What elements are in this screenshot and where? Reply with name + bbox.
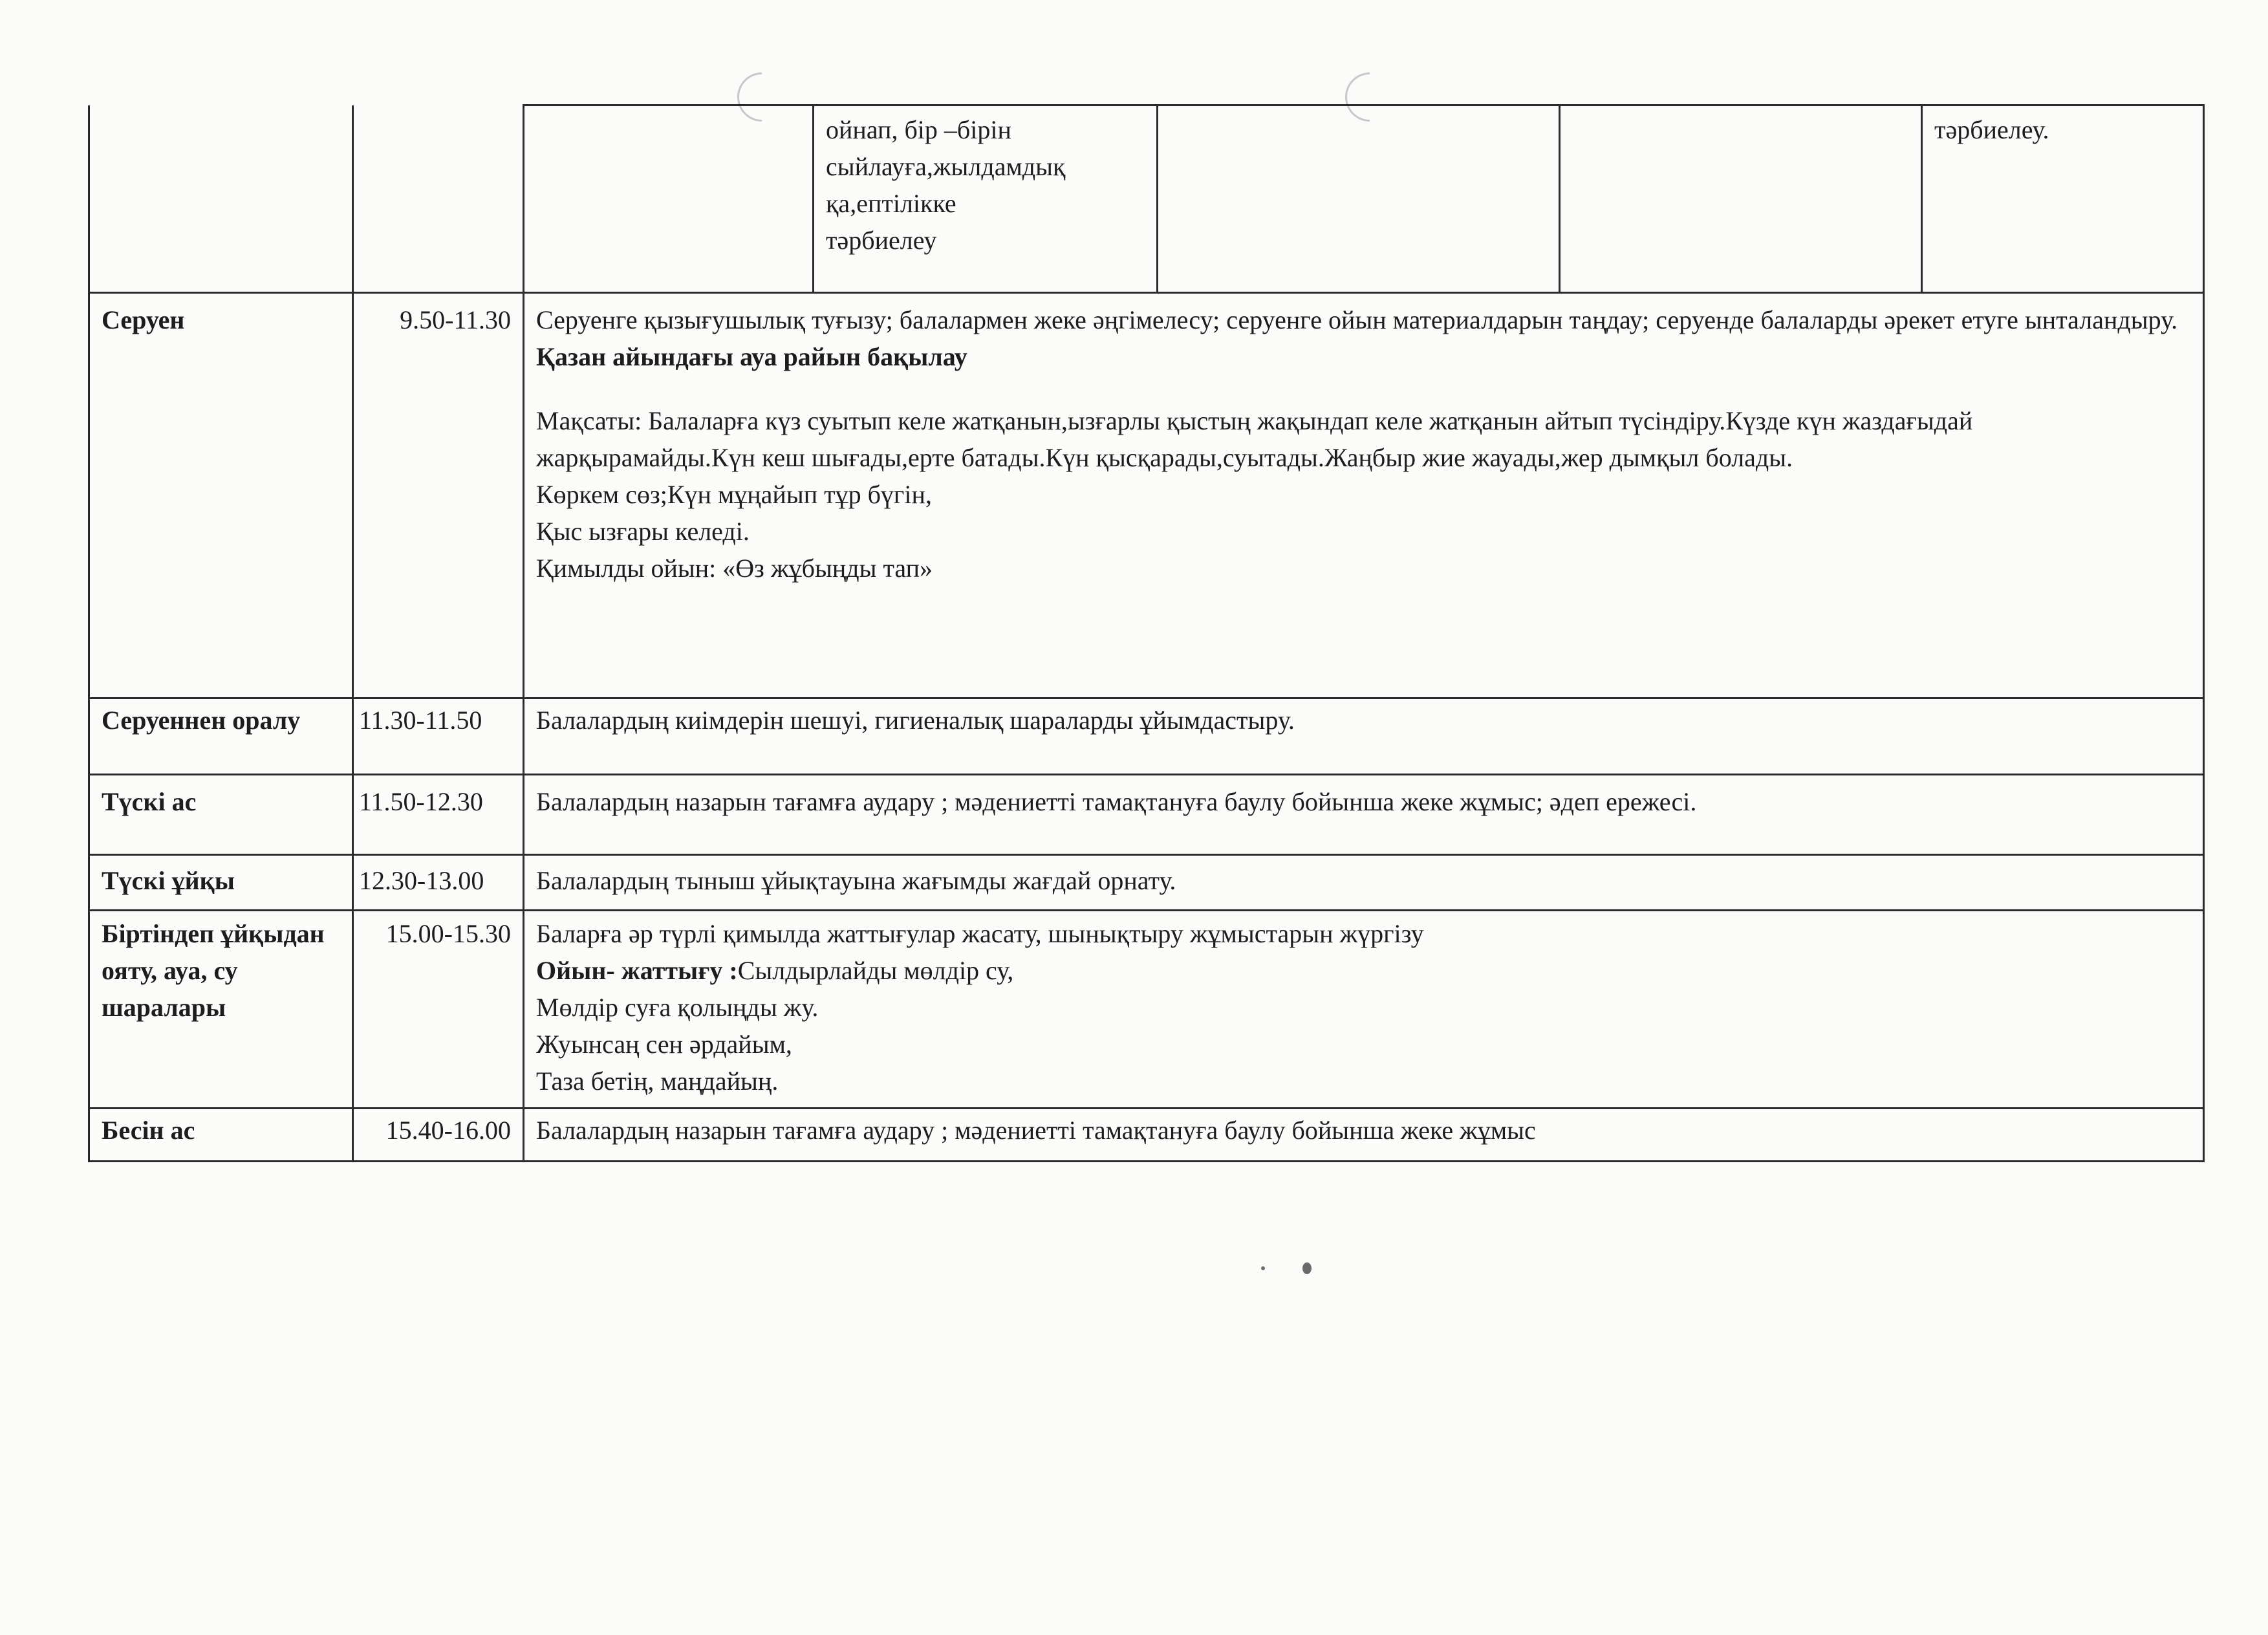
- row-activity: [524, 911, 2204, 1109]
- continuation-cell-3: [1158, 105, 1560, 293]
- continuation-row: [89, 105, 2204, 293]
- continuation-label-cell: [89, 105, 353, 293]
- row-afternoon-snack: [89, 1109, 2204, 1162]
- row-return-from-walk: [89, 698, 2204, 775]
- row-time: 11.30-11.50: [353, 698, 524, 775]
- continuation-text-line: қа,ептілікке: [826, 189, 956, 218]
- row-lunch: [89, 775, 2204, 855]
- wake-poem-line: Жуынсаң сен әрдайым,: [536, 1030, 792, 1059]
- continuation-cell-5: [1922, 105, 2204, 293]
- continuation-time-cell: [353, 105, 524, 293]
- row-activity: Балалардың назарын тағамға аудару ; мәдениетті тамақтануға баулу бойынша жеке жұмыс: [524, 1109, 2204, 1162]
- row-label: Серуен: [89, 293, 353, 698]
- row-label: Біртіндеп ұйқыдан ояту, ауа, су шаралары: [89, 911, 353, 1109]
- continuation-cell-2: [814, 105, 1158, 293]
- wake-intro: Баларға әр түрлі қимылда жаттығулар жасату, шынықтыру жұмыстарын жүргізу: [536, 919, 1424, 948]
- wake-game-label: Ойын- жаттығу :: [536, 956, 738, 985]
- wake-poem-line: Мөлдір суға қолыңды жу.: [536, 993, 819, 1022]
- row-wake-up: [89, 911, 2204, 1109]
- row-activity: Балалардың киімдерін шешуі, гигиеналық шараларды ұйымдастыру.: [524, 698, 2204, 775]
- wake-game-text: Сылдырлайды мөлдір су,: [737, 956, 1014, 985]
- walk-game: Қимылды ойын: «Өз жұбыңды тап»: [536, 554, 933, 583]
- row-nap: [89, 855, 2204, 911]
- row-activity: Балалардың назарын тағамға аудару ; мәдениетті тамақтануға баулу бойынша жеке жұмыс; әдеп ережесі.: [524, 775, 2204, 855]
- row-label: Түскі ас: [89, 775, 353, 855]
- walk-purpose: Мақсаты: Балаларға күз суытып келе жатқанын,ызғарлы қыстың жақындап келе жатқанын айтып түсіндіру.Күзде күн жаздағыдай жарқырамайды.Күн кеш шығады,ерте батады.Күн қысқарады,суытады.Жаңбыр жие жауады,жер дымқыл болады.: [536, 406, 1973, 472]
- wake-poem-line: Таза бетің, маңдайың.: [536, 1067, 779, 1096]
- continuation-text: тәрбиелеу.: [1934, 115, 2049, 144]
- continuation-text-line: тәрбиелеу: [826, 226, 937, 255]
- row-activity: Балалардың тыныш ұйықтауына жағымды жағдай орнату.: [524, 855, 2204, 911]
- continuation-cell-1: [524, 105, 814, 293]
- walk-heading: Қазан айындағы ауа райын бақылау: [536, 342, 967, 371]
- walk-intro: Серуенге қызығушылық туғызу; балалармен жеке әңгімелесу; серуенге ойын материалдарын таңдау; серуенде балаларды әрекет етуге ынталандыру.: [536, 305, 2178, 334]
- walk-poem-line: Көркем сөз;Күн мұңайып тұр бүгін,: [536, 480, 932, 509]
- scan-speck: [1302, 1262, 1312, 1274]
- walk-poem-line: Қыс ызғары келеді.: [536, 517, 750, 546]
- row-label: Серуеннен оралу: [89, 698, 353, 775]
- continuation-text-line: ойнап, бір –бірін: [826, 115, 1011, 144]
- row-walk: [89, 293, 2204, 698]
- row-time: 9.50-11.30: [353, 293, 524, 698]
- row-time: 11.50-12.30: [353, 775, 524, 855]
- scan-speck: [1261, 1266, 1265, 1270]
- row-label: Бесін ас: [89, 1109, 353, 1162]
- continuation-text-line: сыйлауға,жылдамдық: [826, 152, 1066, 181]
- row-time: 15.40-16.00: [353, 1109, 524, 1162]
- row-label: Түскі ұйқы: [89, 855, 353, 911]
- continuation-cell-4: [1560, 105, 1922, 293]
- row-activity: [524, 293, 2204, 698]
- row-time: 15.00-15.30: [353, 911, 524, 1109]
- wake-game-line: [536, 952, 2191, 989]
- daily-schedule-table: [88, 104, 2205, 1162]
- row-time: 12.30-13.00: [353, 855, 524, 911]
